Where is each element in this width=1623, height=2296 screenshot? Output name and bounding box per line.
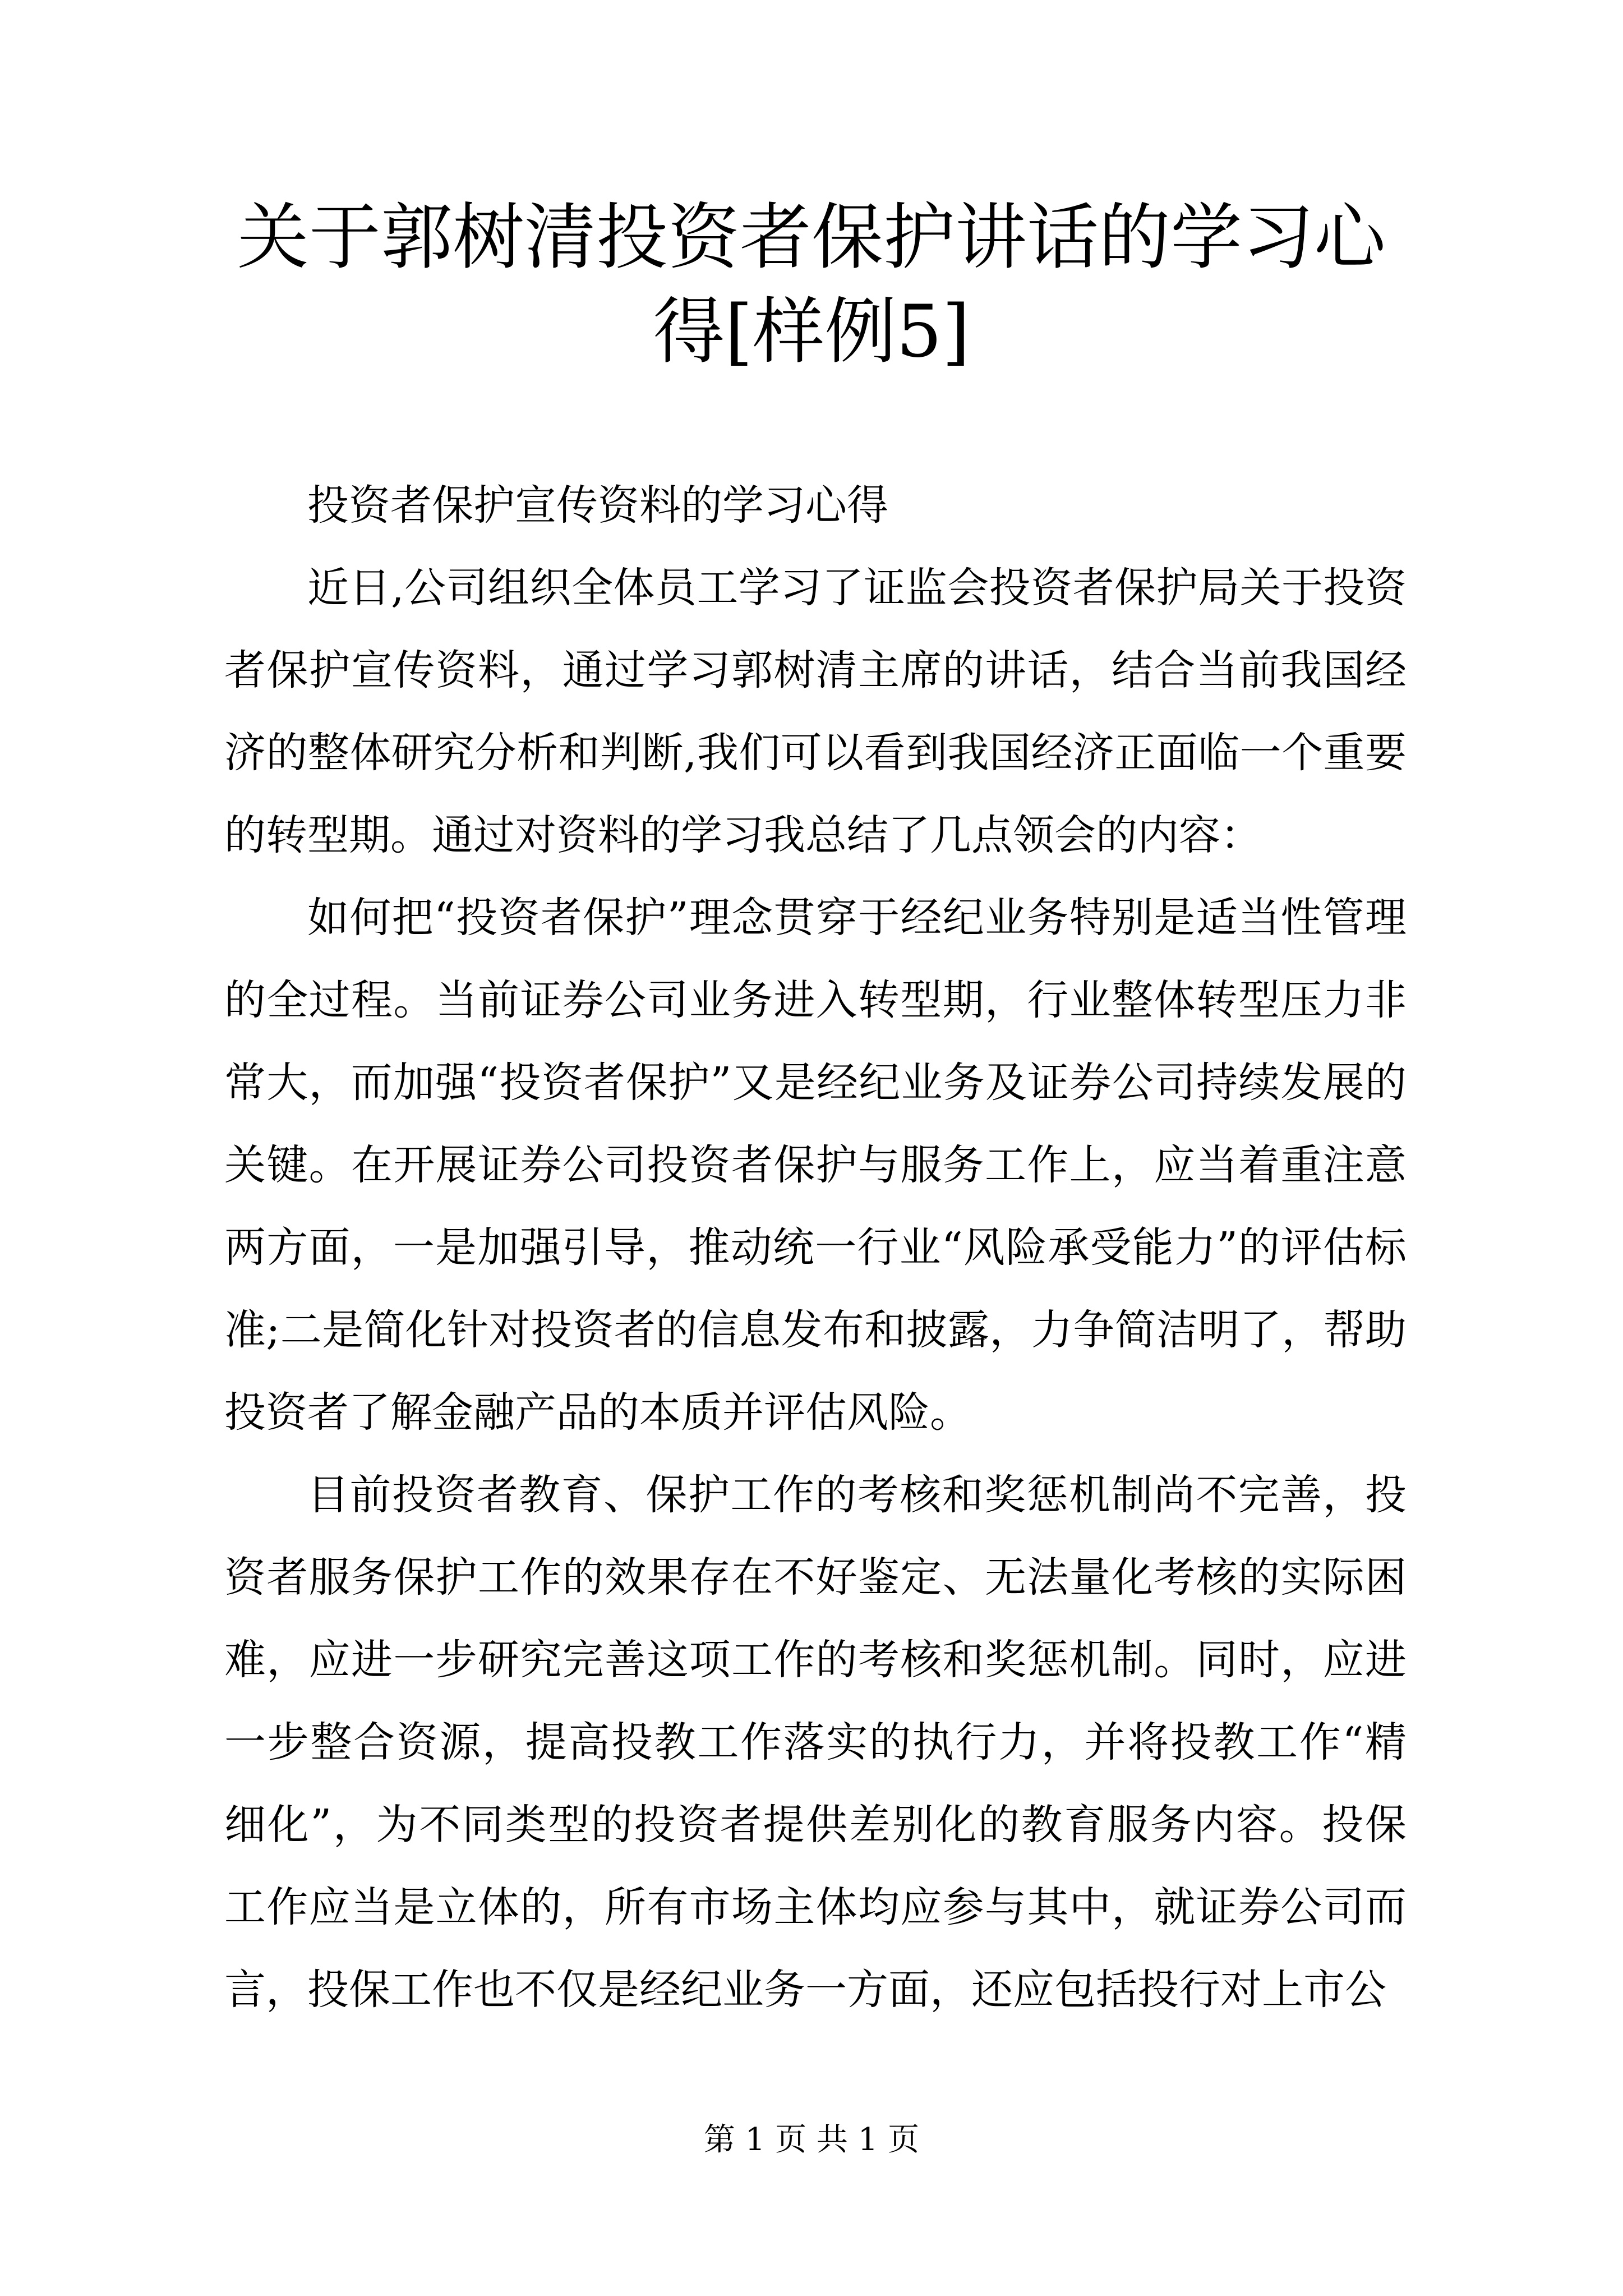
document-body bbox=[224, 464, 1407, 2031]
subtitle-paragraph: 投资者保护宣传资料的学习心得 bbox=[307, 481, 888, 530]
body-paragraph: 目前投资者教育、保护工作的考核和奖惩机制尚不完善，投资者服务保护工作的效果存在不好鉴定、无法量化考核的实际困难，应进一步研究完善这项工作的考核和奖惩机制。同时，应进一步整合资源，提高投教工作落实的执行力，并将投教工作“精细化”，为不同类型的投资者提供差别化的教育服务内容。投保工作应当是立体的，所有市场主体均应参与其中，就证券公司而言，投保工作也不仅是经纪业务一方面，还应包括投行对上市公 bbox=[224, 1471, 1407, 2014]
body-paragraph: 近日,公司组织全体员工学习了证监会投资者保护局关于投资者保护宣传资料，通过学习郭树清主席的讲话，结合当前我国经济的整体研究分析和判断,我们可以看到我国经济正面临一个重要的转型期。通过对资料的学习我总结了几点领会的内容： bbox=[224, 564, 1407, 859]
document-title: 关于郭树清投资者保护讲话的学习心得[样例5] bbox=[237, 196, 1386, 374]
body-paragraph: 如何把“投资者保护”理念贯穿于经纪业务特别是适当性管理的全过程。当前证券公司业务进入转型期，行业整体转型压力非常大，而加强“投资者保护”又是经纪业务及证券公司持续发展的关键。在开展证券公司投资者保护与服务工作上，应当着重注意两方面，一是加强引导，推动统一行业“风险承受能力”的评估标准;二是简化针对投资者的信息发布和披露，力争简洁明了，帮助投资者了解金融产品的本质并评估风险。 bbox=[224, 894, 1407, 1437]
page-footer: 第 1 页 共 1 页 bbox=[703, 2122, 920, 2158]
